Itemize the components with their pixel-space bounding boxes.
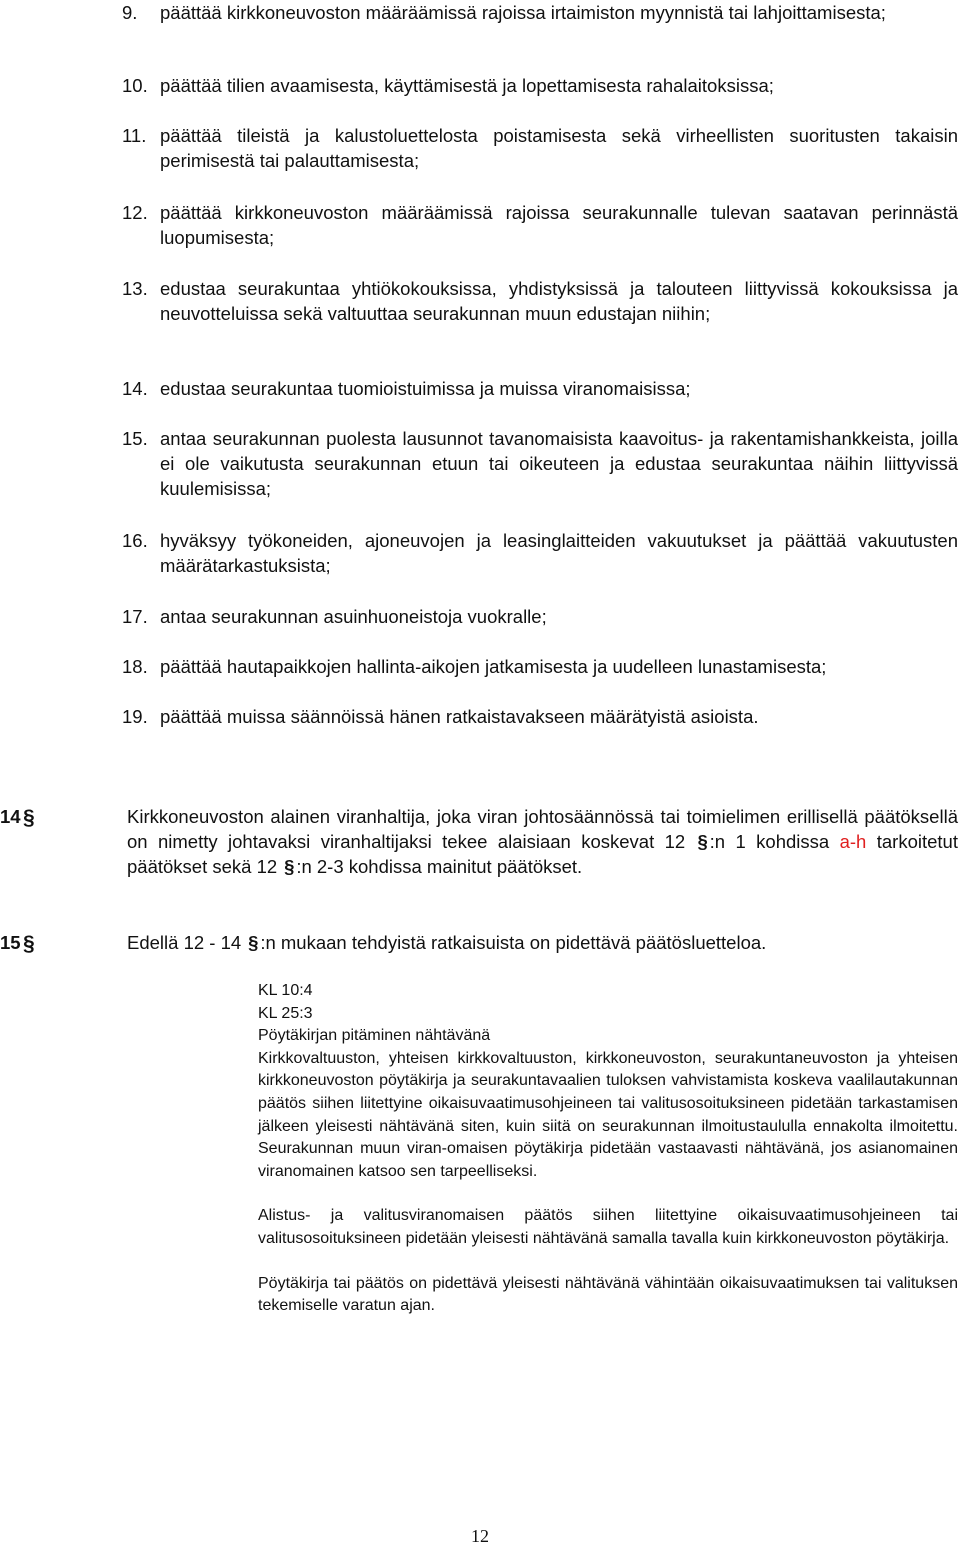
section-text-part: :n 2-3 kohdissa mainitut päätökset. — [296, 856, 583, 877]
section-sign-icon: § — [248, 932, 259, 953]
list-item-15 — [122, 426, 958, 501]
list-item-number: 11. — [122, 125, 147, 146]
section-sign-icon: § — [697, 831, 708, 852]
list-item-17 — [122, 604, 958, 629]
law-reference: KL 10:4 — [258, 982, 313, 999]
svg-text:§: § — [23, 932, 35, 954]
list-item-number: 12. — [122, 202, 148, 223]
list-item-number: 17. — [122, 606, 148, 627]
list-item-text: päättää kirkkoneuvoston määräämissä rajoissa seurakunnalle tulevan saatavan perinnästä luopumisesta; — [160, 202, 958, 248]
law-reference: KL 25:3 — [258, 1004, 313, 1022]
section-14 — [0, 804, 958, 879]
list-item-text: antaa seurakunnan puolesta lausunnot tavanomaisista kaavoitus- ja rakentamishankkeista, joilla ei ole vaikutusta seurakunnan etuun tai oikeuteen ja edustaa seurakuntaa näihin liittyvissä kuulemisissa; — [160, 428, 958, 499]
list-item-13 — [122, 276, 958, 326]
list-item-10 — [122, 73, 958, 98]
list-item-text: päättää tilien avaamisesta, käyttämisestä ja lopettamisesta rahalaitoksissa; — [160, 75, 774, 96]
list-item-text: edustaa seurakuntaa tuomioistuimissa ja muissa viranomaisissa; — [160, 378, 691, 399]
list-item-number: 9. — [122, 2, 138, 23]
section-text — [127, 930, 958, 955]
list-item-text: päättää hautapaikkojen hallinta-aikojen jatkamisesta ja uudelleen lunastamisesta; — [160, 656, 827, 677]
section-text-part: :n mukaan tehdyistä ratkaisuista on pidettävä päätösluetteloa. — [260, 932, 767, 953]
list-item-text: päättää kirkkoneuvoston määräämissä rajoissa irtaimiston myynnistä tai lahjoittamisesta; — [160, 2, 886, 23]
note-heading: Pöytäkirjan pitäminen nähtävänä — [258, 1027, 491, 1045]
list-item-text: hyväksyy työkoneiden, ajoneuvojen ja leasinglaitteiden vakuutukset ja päättää vakuutusten määrätarkastuksista; — [160, 530, 958, 576]
section-sign-icon: § — [284, 856, 295, 877]
section-number: 14 — [0, 806, 21, 827]
list-item-number: 16. — [122, 530, 148, 551]
list-item-number: 10. — [122, 75, 148, 96]
highlighted-range: a-h — [839, 831, 867, 852]
section-text-part: Edellä 12 - 14 — [127, 932, 247, 953]
list-item-text: antaa seurakunnan asuinhuoneistoja vuokralle; — [160, 606, 547, 627]
section-15 — [0, 930, 958, 955]
section-text-part: Kirkkoneuvoston alainen viranhaltija, joka viran johtosäännössä tai toimielimen erillisellä päätöksellä on nimetty johtavaksi viranhaltijaksi tekee alaisiaan koskevat 12 — [127, 806, 958, 852]
list-item-16 — [122, 528, 958, 578]
note-paragraph: Alistus- ja valitusviranomaisen päätös siihen liitettyine oikaisuvaatimusohjeineen tai valitusosoituksineen pidetään yleisesti nähtävänä samalla tavalla kuin kirkkoneuvoston pöytäkirja. — [258, 1207, 958, 1247]
list-item-12 — [122, 200, 958, 250]
list-item-text: edustaa seurakuntaa yhtiökokouksissa, yhdistyksissä ja talouteen liittyvissä kokouksissa ja neuvotteluissa sekä valtuuttaa seurakunnan muun edustajan niihin; — [160, 278, 958, 324]
list-item-text: päättää muissa säännöissä hänen ratkaistavakseen määrätyistä asioista. — [160, 706, 759, 727]
list-item-number: 13. — [122, 278, 148, 299]
page-number: 12 — [471, 1526, 489, 1546]
svg-text:§: § — [23, 806, 35, 828]
list-item-number: 15. — [122, 428, 148, 449]
list-item-number: 19. — [122, 706, 148, 727]
list-item-14 — [122, 376, 958, 401]
paragraph-spacer — [258, 1251, 958, 1273]
section-text-part: tarkoitetut päätökset sekä 12 — [127, 831, 958, 877]
legal-reference-note — [258, 980, 958, 1318]
paragraph-spacer — [258, 1183, 958, 1205]
list-item-19 — [122, 704, 958, 729]
note-paragraph: Kirkkovaltuuston, yhteisen kirkkovaltuuston, kirkkoneuvoston, seurakuntaneuvoston ja yhteisen kirkkoneuvoston pöytäkirja ja seurakuntavaalien tuloksen vahvistamista koskeva vaalilautakunnan päätös siihen liitettyine oikaisuvaatimusohjeineen tai valitusosoituksineen pidetään tarkastamisen jälkeen yleisesti nähtävänä siten, kuin siitä on seurakunnan ilmoitustaululla ennakolta ilmoitettu. Seurakunnan muun viran-omaisen pöytäkirja pidetään vastaavasti nähtävänä, jos asianomainen viranomainen katsoo sen tarpeelliseksi. — [258, 1049, 958, 1180]
note-paragraph: Pöytäkirja tai päätös on pidettävä yleisesti nähtävänä vähintään oikaisuvaatimuksen tai valituksen tekemiselle varatun ajan. — [258, 1274, 958, 1315]
list-item-11 — [122, 123, 958, 173]
list-item-9 — [122, 0, 958, 25]
list-item-text: päättää tileistä ja kalustoluettelosta poistamisesta sekä virheellisten suoritusten takaisin perimisestä tai palauttamisesta; — [160, 125, 958, 171]
section-text — [127, 804, 958, 879]
list-item-number: 14. — [122, 378, 148, 399]
section-number: 15 — [0, 932, 21, 953]
section-sign-icon — [22, 806, 38, 828]
section-sign-icon — [22, 932, 38, 954]
list-item-number: 18. — [122, 656, 148, 677]
section-text-part: :n 1 kohdissa — [709, 831, 840, 852]
list-item-18 — [122, 654, 958, 679]
